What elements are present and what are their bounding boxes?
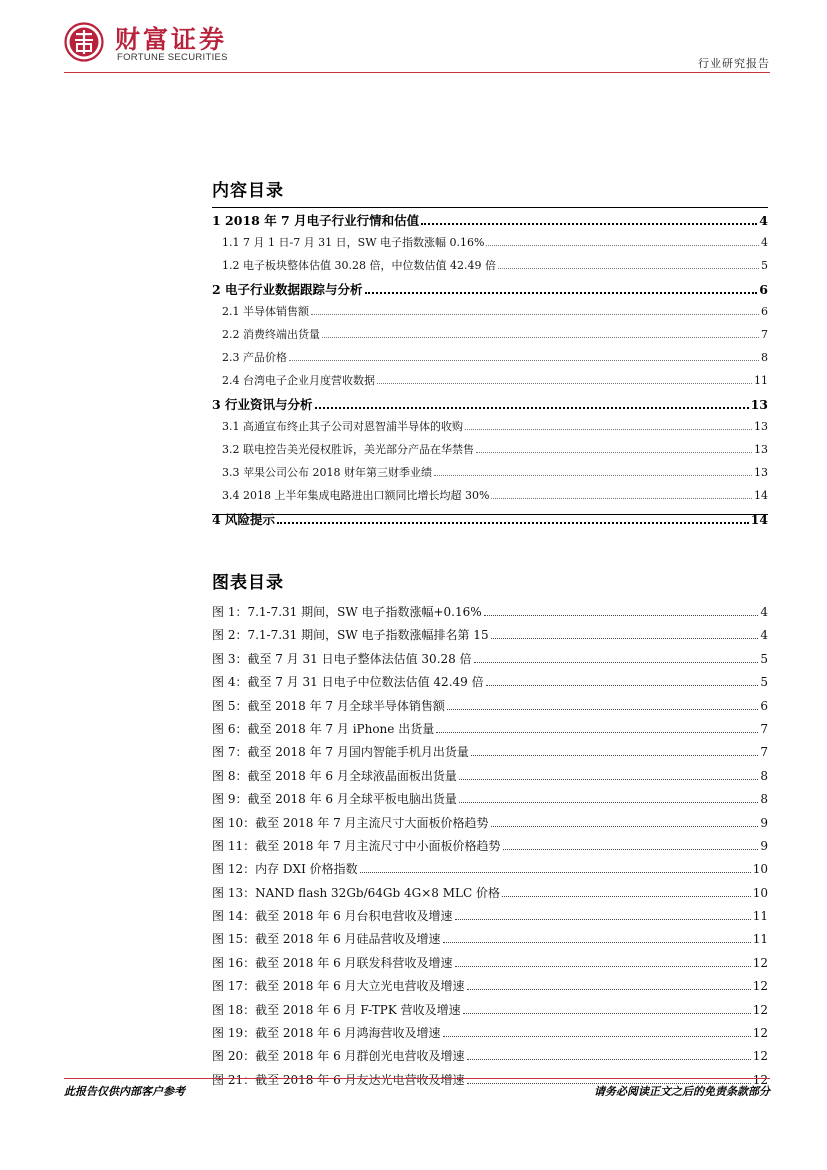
toc-entry[interactable] bbox=[212, 372, 768, 395]
dot-leader bbox=[491, 638, 759, 639]
toc-entry[interactable] bbox=[212, 418, 768, 441]
toc-entry-label: 2 电子行业数据跟踪与分析 bbox=[212, 282, 363, 297]
toc-entry-page: 13 bbox=[754, 420, 768, 433]
toc-entry-page: 6 bbox=[759, 282, 768, 297]
toc-entry[interactable] bbox=[212, 814, 768, 837]
toc-entry-label: 图 8：截至 2018 年 6 月全球液晶面板出货量 bbox=[212, 768, 457, 783]
toc-entry[interactable] bbox=[212, 349, 768, 372]
dot-leader bbox=[443, 942, 751, 943]
dot-leader bbox=[491, 826, 759, 827]
toc-entry[interactable] bbox=[212, 1047, 768, 1070]
toc-entry-label: 1 2018 年 7 月电子行业行情和估值 bbox=[212, 213, 420, 228]
toc-entry-label: 图 19：截至 2018 年 6 月鸿海营收及增速 bbox=[212, 1026, 441, 1041]
toc-entry-page: 12 bbox=[752, 1026, 768, 1041]
dot-leader bbox=[322, 337, 759, 338]
dot-leader bbox=[455, 966, 751, 967]
toc-entry-label: 1.2 电子板块整体估值 30.28 倍，中位数估值 42.49 倍 bbox=[222, 259, 496, 272]
toc-entry-page: 5 bbox=[760, 651, 768, 666]
toc-entry[interactable] bbox=[212, 930, 768, 953]
toc-entry-label: 图 17：截至 2018 年 6 月大立光电营收及增速 bbox=[212, 979, 465, 994]
toc-entry-page: 12 bbox=[752, 1049, 768, 1064]
toc-entry-label: 2.3 产品价格 bbox=[222, 351, 287, 364]
toc-entry[interactable] bbox=[212, 303, 768, 326]
toc-entry[interactable] bbox=[212, 977, 768, 1000]
dot-leader bbox=[443, 1036, 751, 1037]
dot-leader bbox=[289, 360, 759, 361]
toc-entry-page: 12 bbox=[752, 1002, 768, 1017]
toc-entry-label: 2.2 消费终端出货量 bbox=[222, 328, 320, 341]
toc-entry-label: 图 13：NAND flash 32Gb/64Gb 4G×8 MLC 价格 bbox=[212, 885, 500, 900]
toc-entry-label: 图 2：7.1-7.31 期间，SW 电子指数涨幅排名第 15 bbox=[212, 628, 489, 643]
toc-entry[interactable] bbox=[212, 837, 768, 860]
toc-entry-page: 8 bbox=[761, 351, 768, 364]
toc-entry[interactable] bbox=[212, 673, 768, 696]
toc-entry-label: 3.1 高通宣布终止其子公司对恩智浦半导体的收购 bbox=[222, 420, 463, 433]
dot-leader bbox=[377, 383, 752, 384]
toc-entry-page: 13 bbox=[754, 466, 768, 479]
toc-entry-page: 11 bbox=[752, 909, 768, 924]
toc-entry-label: 图 20：截至 2018 年 6 月群创光电营收及增速 bbox=[212, 1049, 465, 1064]
toc-entry-label: 1.1 7 月 1 日-7 月 31 日，SW 电子指数涨幅 0.16% bbox=[222, 236, 485, 249]
toc-entry-label: 图 7：截至 2018 年 7 月国内智能手机月出货量 bbox=[212, 745, 469, 760]
header-divider bbox=[64, 72, 770, 73]
brand-name-cn: 财富证券 bbox=[115, 25, 228, 54]
footer-divider bbox=[64, 1078, 770, 1079]
toc-entry[interactable] bbox=[212, 626, 768, 649]
toc-entry-label: 图 6：截至 2018 年 7 月 iPhone 出货量 bbox=[212, 721, 435, 736]
toc-entry-page: 10 bbox=[752, 862, 768, 877]
toc-entry-label: 4 风险提示 bbox=[212, 512, 276, 527]
brand-name-en: FORTUNE SECURITIES bbox=[117, 52, 228, 63]
figures-title: 图表目录 bbox=[212, 573, 284, 593]
dot-leader bbox=[277, 522, 749, 524]
toc-entry-page: 12 bbox=[752, 1072, 768, 1087]
toc-entry-page: 13 bbox=[750, 397, 768, 412]
toc-entry[interactable] bbox=[212, 790, 768, 813]
toc-entry-page: 7 bbox=[760, 721, 768, 736]
toc-entry-page: 7 bbox=[760, 745, 768, 760]
toc-entry-page: 7 bbox=[761, 328, 768, 341]
dot-leader bbox=[436, 732, 758, 733]
toc-entry-page: 12 bbox=[752, 979, 768, 994]
contents-bottom-rule bbox=[212, 514, 768, 515]
table-of-contents bbox=[212, 211, 768, 533]
toc-entry-page: 4 bbox=[761, 236, 768, 249]
toc-entry-page: 4 bbox=[760, 605, 768, 619]
document-type: 行业研究报告 bbox=[698, 57, 770, 70]
toc-entry-page: 4 bbox=[759, 213, 768, 228]
toc-entry-page: 8 bbox=[760, 792, 768, 807]
toc-entry-page: 12 bbox=[752, 955, 768, 970]
toc-entry-page: 8 bbox=[760, 768, 768, 783]
dot-leader bbox=[484, 615, 759, 616]
toc-entry-label: 图 15：截至 2018 年 6 月硅品营收及增速 bbox=[212, 932, 441, 947]
dot-leader bbox=[434, 475, 752, 476]
toc-entry-page: 14 bbox=[754, 489, 768, 502]
toc-entry[interactable] bbox=[212, 697, 768, 720]
toc-entry-page: 11 bbox=[754, 374, 768, 387]
dot-leader bbox=[311, 314, 759, 315]
dot-leader bbox=[459, 802, 758, 803]
toc-entry-page: 11 bbox=[752, 932, 768, 947]
toc-entry[interactable] bbox=[212, 1024, 768, 1047]
dot-leader bbox=[503, 849, 759, 850]
dot-leader bbox=[471, 755, 758, 756]
toc-entry[interactable] bbox=[212, 326, 768, 349]
toc-entry[interactable] bbox=[212, 907, 768, 930]
toc-entry-page: 13 bbox=[754, 443, 768, 456]
toc-entry[interactable] bbox=[212, 487, 768, 510]
toc-entry-label: 图 1：7.1-7.31 期间，SW 电子指数涨幅+0.16% bbox=[212, 605, 482, 619]
dot-leader bbox=[498, 268, 759, 269]
toc-entry[interactable] bbox=[212, 743, 768, 766]
toc-entry-label: 3.3 苹果公司公布 2018 财年第三财季业绩 bbox=[222, 466, 432, 479]
dot-leader bbox=[486, 245, 759, 246]
toc-entry-label: 图 3：截至 7 月 31 日电子整体法估值 30.28 倍 bbox=[212, 651, 472, 666]
toc-entry[interactable] bbox=[212, 860, 768, 883]
dot-leader bbox=[467, 1059, 751, 1060]
dot-leader bbox=[476, 452, 752, 453]
toc-entry-label: 3 行业资讯与分析 bbox=[212, 397, 313, 412]
toc-entry-page: 4 bbox=[760, 628, 768, 643]
toc-entry-label: 图 16：截至 2018 年 6 月联发科营收及增速 bbox=[212, 955, 453, 970]
toc-entry[interactable] bbox=[212, 603, 768, 626]
dot-leader bbox=[455, 919, 751, 920]
toc-entry-label: 图 14：截至 2018 年 6 月台积电营收及增速 bbox=[212, 909, 453, 924]
dot-leader bbox=[463, 1013, 751, 1014]
toc-entry-label: 3.2 联电控告美光侵权胜诉，美光部分产品在华禁售 bbox=[222, 443, 474, 456]
toc-entry-page: 9 bbox=[760, 815, 768, 830]
toc-entry[interactable] bbox=[212, 257, 768, 280]
dot-leader bbox=[486, 685, 759, 686]
toc-entry[interactable] bbox=[212, 767, 768, 790]
toc-entry-page: 10 bbox=[752, 885, 768, 900]
toc-entry[interactable] bbox=[212, 464, 768, 487]
dot-leader bbox=[502, 896, 751, 897]
toc-entry[interactable] bbox=[212, 650, 768, 673]
toc-entry[interactable] bbox=[212, 1001, 768, 1024]
dot-leader bbox=[421, 223, 757, 225]
toc-entry-page: 5 bbox=[761, 259, 768, 272]
dot-leader bbox=[315, 407, 749, 409]
dot-leader bbox=[360, 872, 751, 873]
list-of-figures bbox=[212, 603, 768, 1094]
contents-top-rule bbox=[212, 207, 768, 208]
dot-leader bbox=[447, 709, 758, 710]
toc-entry[interactable] bbox=[212, 211, 768, 234]
toc-entry[interactable] bbox=[212, 395, 768, 418]
contents-title: 内容目录 bbox=[212, 181, 284, 201]
toc-entry-label: 图 12：内存 DXI 价格指数 bbox=[212, 862, 358, 877]
toc-entry-label: 图 18：截至 2018 年 6 月 F-TPK 营收及增速 bbox=[212, 1002, 461, 1017]
toc-entry-label: 3.4 2018 上半年集成电路进出口额同比增长均超 30% bbox=[222, 489, 490, 502]
dot-leader bbox=[365, 292, 758, 294]
toc-entry[interactable] bbox=[212, 234, 768, 257]
toc-entry-label: 图 21：截至 2018 年 6 月友达光电营收及增速 bbox=[212, 1072, 465, 1087]
toc-entry[interactable] bbox=[212, 280, 768, 303]
toc-entry-label: 图 4：截至 7 月 31 日电子中位数法估值 42.49 倍 bbox=[212, 675, 484, 690]
toc-entry-page: 9 bbox=[760, 838, 768, 853]
dot-leader bbox=[465, 429, 752, 430]
toc-entry-label: 图 5：截至 2018 年 7 月全球半导体销售额 bbox=[212, 698, 445, 713]
dot-leader bbox=[491, 498, 752, 499]
footer-disclaimer-right: 请务必阅读正文之后的免责条款部分 bbox=[594, 1085, 770, 1098]
footer-disclaimer-left: 此报告仅供内部客户参考 bbox=[64, 1085, 185, 1098]
toc-entry[interactable] bbox=[212, 720, 768, 743]
toc-entry-label: 图 9：截至 2018 年 6 月全球平板电脑出货量 bbox=[212, 792, 457, 807]
toc-entry-label: 图 11：截至 2018 年 7 月主流尺寸中小面板价格趋势 bbox=[212, 838, 501, 853]
toc-entry-page: 14 bbox=[750, 512, 768, 527]
toc-entry-page: 5 bbox=[760, 675, 768, 690]
page-header bbox=[0, 0, 827, 80]
toc-entry-label: 2.1 半导体销售额 bbox=[222, 305, 309, 318]
toc-entry[interactable] bbox=[212, 441, 768, 464]
dot-leader bbox=[474, 662, 759, 663]
toc-entry[interactable] bbox=[212, 884, 768, 907]
toc-entry-label: 2.4 台湾电子企业月度营收数据 bbox=[222, 374, 375, 387]
toc-entry[interactable] bbox=[212, 954, 768, 977]
toc-entry-label: 图 10：截至 2018 年 7 月主流尺寸大面板价格趋势 bbox=[212, 815, 489, 830]
toc-entry-page: 6 bbox=[760, 698, 768, 713]
dot-leader bbox=[459, 779, 758, 780]
toc-entry-page: 6 bbox=[761, 305, 768, 318]
fortune-seal-logo-icon bbox=[64, 22, 104, 62]
dot-leader bbox=[467, 989, 751, 990]
